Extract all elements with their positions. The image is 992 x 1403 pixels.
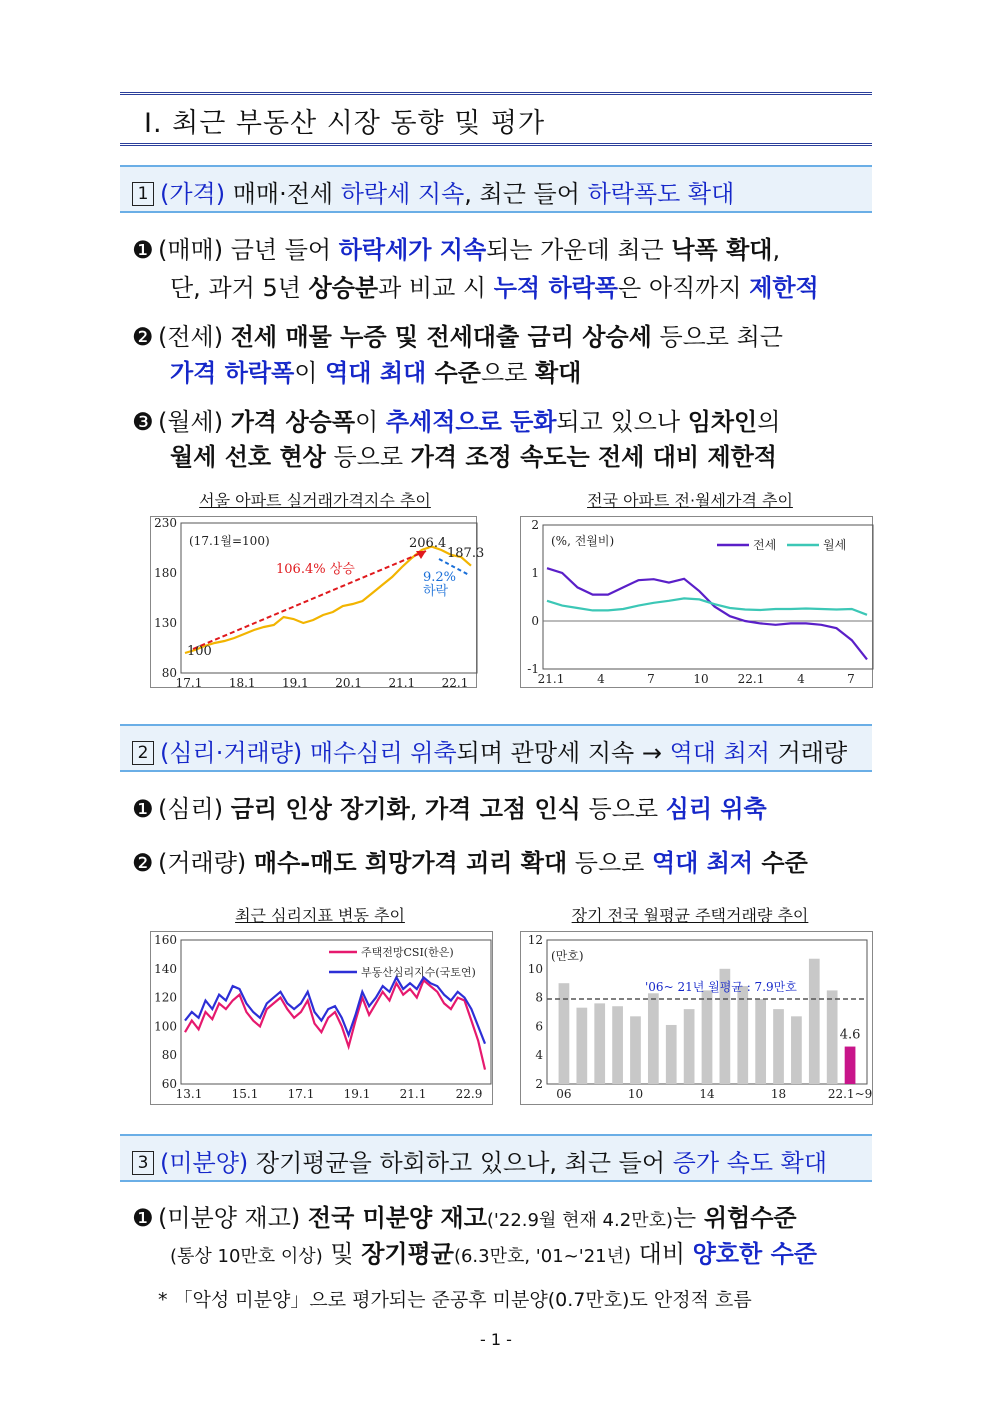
- y-tick-label: 10: [527, 961, 543, 976]
- chart-2: [520, 516, 873, 688]
- chart-note: (%, 전월비): [551, 534, 615, 548]
- chart-2-svg: [521, 517, 874, 689]
- bar: [666, 1025, 677, 1084]
- x-tick-label: 15.1: [231, 1087, 259, 1101]
- y-tick-label: 6: [535, 1019, 543, 1034]
- x-tick-label: 14: [699, 1087, 715, 1101]
- bar: [576, 1008, 587, 1084]
- chart-note: (17.1월=100): [189, 534, 270, 548]
- legend-label-1: 주택전망CSI(한은): [361, 946, 454, 959]
- x-tick-label: 22.9: [455, 1087, 483, 1101]
- fall-label-1: 9.2%: [423, 570, 457, 585]
- bar: [612, 1006, 623, 1084]
- footnote: * 「악성 미분양」으로 평가되는 준공후 미분양(0.7만호)도 안정적 흐름: [158, 1289, 752, 1311]
- bar: [755, 999, 766, 1084]
- bar: [737, 986, 748, 1084]
- series-line-1: [547, 568, 867, 659]
- bullet-1-1-cont: 단, 과거 5년 상승분과 비교 시 누적 하락폭은 아직까지 제한적: [170, 274, 819, 302]
- x-tick-label: 19.1: [282, 676, 309, 690]
- section-number: 1: [132, 182, 154, 206]
- chart-note: (만호): [551, 949, 584, 963]
- x-tick-label: 4: [597, 672, 605, 686]
- bar: [648, 993, 659, 1084]
- bullet-1-1: ❶ (매매) 금년 들어 하락세가 지속되는 가운데 최근 낙폭 확대,: [132, 236, 781, 264]
- average-label: '06~ 21년 월평균 : 7.9만호: [645, 980, 797, 995]
- bullet-2-2: ❷ (거래량) 매수-매도 희망가격 괴리 확대 등으로 역대 최저 수준: [132, 849, 808, 877]
- bullet-1-2-cont: 가격 하락폭이 역대 최대 수준으로 확대: [170, 359, 582, 387]
- bullet-3-1: ❶ (미분양 재고) 전국 미분양 재고('22.9월 현재 4.2만호)는 위험수준: [132, 1204, 797, 1232]
- chart-3-title: 최근 심리지표 변동 추이: [235, 906, 405, 925]
- bar: [827, 990, 838, 1084]
- chart-1-svg: [151, 516, 485, 690]
- y-tick-label: 140: [154, 961, 177, 976]
- chart-2-title: 전국 아파트 전·월세가격 추이: [587, 491, 793, 510]
- x-tick-label: 22.1: [441, 676, 469, 690]
- y-tick-label: 120: [154, 990, 177, 1005]
- bullet-3-1-cont: (통상 10만호 이상) 및 장기평균(6.3만호, '01~'21년) 대비 양호한 수준: [170, 1240, 817, 1268]
- y-tick-label: 2: [531, 518, 539, 532]
- legend-label-2: 월세: [823, 538, 847, 552]
- y-tick-label: 80: [161, 666, 177, 680]
- series-line-2: [185, 977, 485, 1043]
- y-tick-label: 2: [535, 1077, 543, 1091]
- x-tick-label: 18: [770, 1087, 787, 1101]
- x-tick-label: 17.1: [175, 676, 203, 690]
- bar: [702, 990, 713, 1084]
- x-tick-label: 21.1: [388, 676, 416, 690]
- last-value-label: 4.6: [839, 1027, 861, 1043]
- y-tick-label: 80: [161, 1048, 177, 1063]
- x-tick-label: 21.1: [399, 1087, 427, 1101]
- series-line-2: [547, 598, 867, 614]
- chart-4-title: 장기 전국 월평균 주택거래량 추이: [571, 906, 809, 925]
- last-label: 187.3: [447, 546, 485, 561]
- x-tick-label: 22.1~9: [827, 1087, 873, 1101]
- section-number: 3: [132, 1151, 154, 1175]
- bullet-1-2: ❷ (전세) 전세 매물 누증 및 전세대출 금리 상승세 등으로 최근: [132, 323, 783, 351]
- page-title: Ⅰ. 최근 부동산 시장 동향 및 평가: [144, 108, 546, 139]
- x-tick-label: 19.1: [343, 1087, 371, 1101]
- y-tick-label: 130: [154, 616, 177, 630]
- bar: [684, 1009, 695, 1084]
- legend-label-1: 전세: [753, 538, 777, 552]
- bar: [773, 1009, 784, 1084]
- bullet-1-3: ❸ (월세) 가격 상승폭이 추세적으로 둔화되고 있으나 임차인의: [132, 408, 781, 436]
- y-tick-label: 160: [154, 933, 177, 947]
- x-tick-label: 22.1: [737, 672, 765, 686]
- x-tick-label: 4: [797, 672, 805, 686]
- chart-3-svg: [151, 932, 494, 1106]
- bar: [809, 959, 820, 1084]
- legend-label-2: 부동산심리지수(국토연): [361, 966, 476, 979]
- y-tick-label: 60: [161, 1077, 177, 1091]
- chart-4: [520, 931, 873, 1105]
- fall-label-2: 하락: [423, 584, 449, 599]
- x-tick-label: 13.1: [175, 1087, 203, 1101]
- start-label: 100: [187, 644, 212, 659]
- y-tick-label: -1: [527, 662, 539, 676]
- y-tick-label: 12: [527, 933, 543, 947]
- page-number: - 1 -: [480, 1330, 512, 1349]
- bar: [594, 1003, 605, 1084]
- chart-1-title: 서울 아파트 실거래가격지수 추이: [199, 491, 431, 510]
- section-1-title: 1 (가격) 매매·전세 하락세 지속, 최근 들어 하락폭도 확대: [132, 174, 734, 209]
- y-tick-label: 8: [535, 990, 543, 1005]
- y-tick-label: 100: [154, 1019, 177, 1034]
- y-tick-label: 180: [154, 566, 177, 580]
- x-tick-label: 06: [556, 1087, 572, 1101]
- y-tick-label: 0: [531, 614, 539, 628]
- chart-4-svg: [521, 932, 874, 1106]
- x-tick-label: 17.1: [287, 1087, 315, 1101]
- chart-1: [150, 516, 485, 690]
- y-tick-label: 1: [531, 566, 539, 580]
- bar: [845, 1047, 856, 1084]
- bullet-1-3-cont: 월세 선호 현상 등으로 가격 조정 속도는 전세 대비 제한적: [170, 443, 777, 471]
- chart-3: [150, 931, 493, 1105]
- y-tick-label: 4: [535, 1048, 543, 1063]
- x-tick-label: 10: [627, 1087, 644, 1101]
- x-tick-label: 7: [847, 672, 855, 686]
- y-tick-label: 230: [154, 516, 177, 530]
- section-2-title: 2 (심리·거래량) 매수심리 위축되며 관망세 지속 → 역대 최저 거래량: [132, 733, 847, 768]
- bullet-2-1: ❶ (심리) 금리 인상 장기화, 가격 고점 인식 등으로 심리 위축: [132, 795, 767, 823]
- x-tick-label: 21.1: [537, 672, 565, 686]
- rise-label: 106.4% 상승: [276, 562, 355, 577]
- x-tick-label: 10: [693, 672, 709, 686]
- peak-label: 206.4: [409, 536, 447, 551]
- x-tick-label: 20.1: [335, 676, 362, 690]
- section-number: 2: [132, 741, 154, 765]
- x-tick-label: 7: [647, 672, 655, 686]
- bar: [630, 1016, 641, 1084]
- section-3-title: 3 (미분양) 장기평균을 하회하고 있으나, 최근 들어 증가 속도 확대: [132, 1143, 827, 1178]
- bar: [791, 1016, 802, 1084]
- x-tick-label: 18.1: [228, 676, 256, 690]
